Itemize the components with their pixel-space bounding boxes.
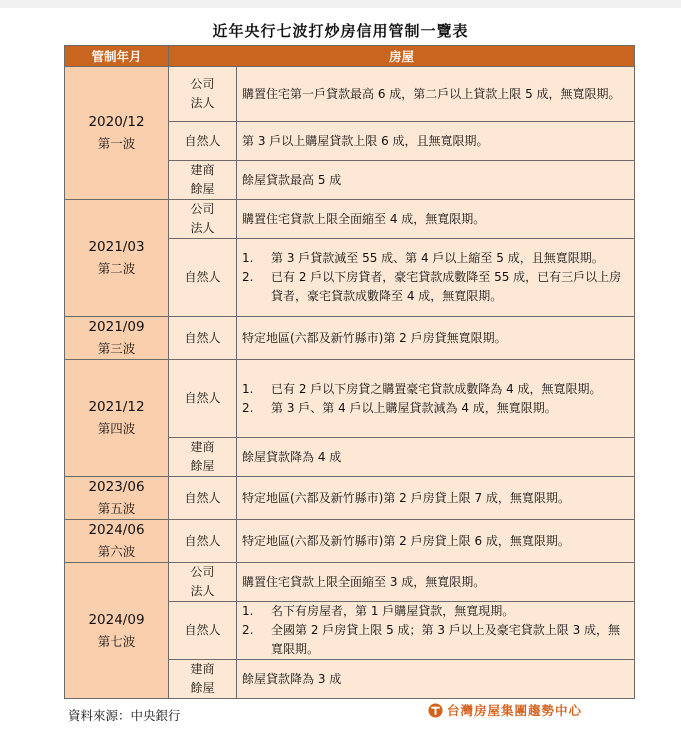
rule-text: 全國第 2 戶房貸上限 5 成；第 3 戶以上及豪宅貸款上限 3 成，無寬限期。	[271, 623, 621, 656]
wave-label: 第三波	[97, 341, 136, 356]
rule-text: 第 3 戶、第 4 戶以上購屋貸款減為 4 成，無寬限期。	[271, 400, 557, 415]
rule-description-cell: 餘屋貸款降為 3 成	[237, 660, 635, 699]
borrower-type-cell: 自然人	[169, 520, 237, 563]
borrower-type-cell: 自然人	[169, 239, 237, 317]
rule-description-cell: 購置住宅貸款上限全面縮至 4 成，無寬限期。	[237, 200, 635, 239]
borrower-type-cell: 自然人	[169, 360, 237, 438]
rule-list-item	[242, 602, 630, 621]
rule-list-item	[242, 399, 630, 418]
borrower-type-cell: 公司 法人	[169, 67, 237, 122]
header-content: 房屋	[169, 46, 635, 67]
rule-list	[242, 249, 630, 306]
wave-year: 2023/06	[88, 479, 145, 495]
rule-list-item	[242, 380, 630, 399]
wave-date-cell	[65, 67, 169, 200]
table-row	[65, 563, 635, 602]
rule-description-cell	[237, 239, 635, 317]
top-bar	[0, 0, 681, 8]
wave-date-cell	[65, 520, 169, 563]
rule-text: 名下有房屋者，第 1 戶購屋貸款，無寬現期。	[271, 604, 515, 618]
borrower-type-cell: 公司 法人	[169, 563, 237, 602]
borrower-type-cell: 自然人	[169, 122, 237, 161]
wave-label: 第二波	[97, 261, 136, 276]
borrower-type-cell: 公司 法人	[169, 200, 237, 239]
rule-list	[242, 602, 630, 659]
wave-date-cell	[65, 317, 169, 360]
list-number: 1.	[242, 381, 254, 396]
list-number: 2.	[242, 623, 254, 637]
wave-year: 2024/09	[88, 611, 145, 628]
table-row	[65, 477, 635, 520]
page-title: 近年央行七波打炒房信用管制一覽表	[212, 22, 469, 40]
rule-description-cell: 第 3 戶以上購屋貸款上限 6 成，且無寬限期。	[237, 122, 635, 161]
borrower-type-cell: 自然人	[169, 602, 237, 660]
table-header-row	[65, 46, 635, 67]
rule-description-cell: 餘屋貸款最高 5 成	[237, 161, 635, 200]
rule-description-cell	[237, 360, 635, 438]
wave-year: 2021/03	[88, 239, 145, 255]
table-row	[65, 317, 635, 360]
rule-list-item	[242, 249, 630, 268]
wave-label: 第七波	[97, 633, 136, 649]
wave-label: 第五波	[97, 501, 136, 516]
list-number: 2.	[242, 400, 254, 415]
rule-list	[242, 380, 630, 418]
wave-year: 2024/06	[88, 522, 145, 538]
rule-description-cell: 餘屋貸款降為 4 成	[237, 438, 635, 477]
borrower-type-cell: 建商 餘屋	[169, 161, 237, 200]
borrower-type-cell: 自然人	[169, 477, 237, 520]
brand-logo	[428, 700, 582, 720]
list-number: 2.	[242, 270, 254, 284]
rule-description-cell: 特定地區(六都及新竹縣市)第 2 戶房貸上限 7 成，無寬限期。	[237, 477, 635, 520]
wave-year: 2021/09	[88, 319, 145, 335]
wave-date-cell	[65, 360, 169, 477]
table-row	[65, 200, 635, 239]
borrower-type-cell: 建商 餘屋	[169, 438, 237, 477]
list-number: 1.	[242, 604, 254, 618]
credit-control-table	[64, 45, 635, 699]
wave-label: 第一波	[97, 136, 136, 151]
borrower-type-cell: 自然人	[169, 317, 237, 360]
borrower-type-cell: 建商 餘屋	[169, 660, 237, 699]
wave-label: 第六波	[97, 544, 136, 559]
rule-list-item	[242, 268, 630, 306]
logo-text: 台灣房屋集團趨勢中心	[447, 703, 583, 718]
list-number: 1.	[242, 251, 254, 265]
wave-year: 2020/12	[88, 114, 145, 130]
wave-date-cell	[65, 563, 169, 699]
rule-text: 已有 2 戶以下房貸之購置豪宅貸款成數降為 4 成，無寬限期。	[271, 381, 602, 396]
rule-description-cell	[237, 602, 635, 660]
rule-description-cell: 購置住宅貸款上限全面縮至 3 成，無寬限期。	[237, 563, 635, 602]
rule-list-item	[242, 621, 630, 659]
wave-date-cell	[65, 477, 169, 520]
header-date: 管制年月	[65, 46, 169, 67]
rule-description-cell: 購置住宅第一戶貸款最高 6 成，第二戶以上貸款上限 5 成，無寬限期。	[237, 67, 635, 122]
wave-year: 2021/12	[88, 399, 145, 415]
rule-description-cell: 特定地區(六都及新竹縣市)第 2 戶房貸無寬限期。	[237, 317, 635, 360]
table-row	[65, 67, 635, 122]
rule-text: 已有 2 戶以下房貸者，豪宅貸款成數降至 55 成，已有三戶以上房貸者，豪宅貸款成數降至 4 成，無寬限期。	[271, 270, 622, 303]
table-row	[65, 520, 635, 563]
wave-label: 第四波	[97, 421, 136, 436]
rule-text: 第 3 戶貸款減至 55 成、第 4 戶以上縮至 5 成，且無寬限期。	[271, 251, 604, 265]
source-note: 資料來源：中央銀行	[68, 708, 181, 723]
house-logo-icon	[428, 703, 443, 718]
table-row	[65, 360, 635, 438]
wave-date-cell	[65, 200, 169, 317]
rule-description-cell: 特定地區(六都及新竹縣市)第 2 戶房貸上限 6 成，無寬限期。	[237, 520, 635, 563]
